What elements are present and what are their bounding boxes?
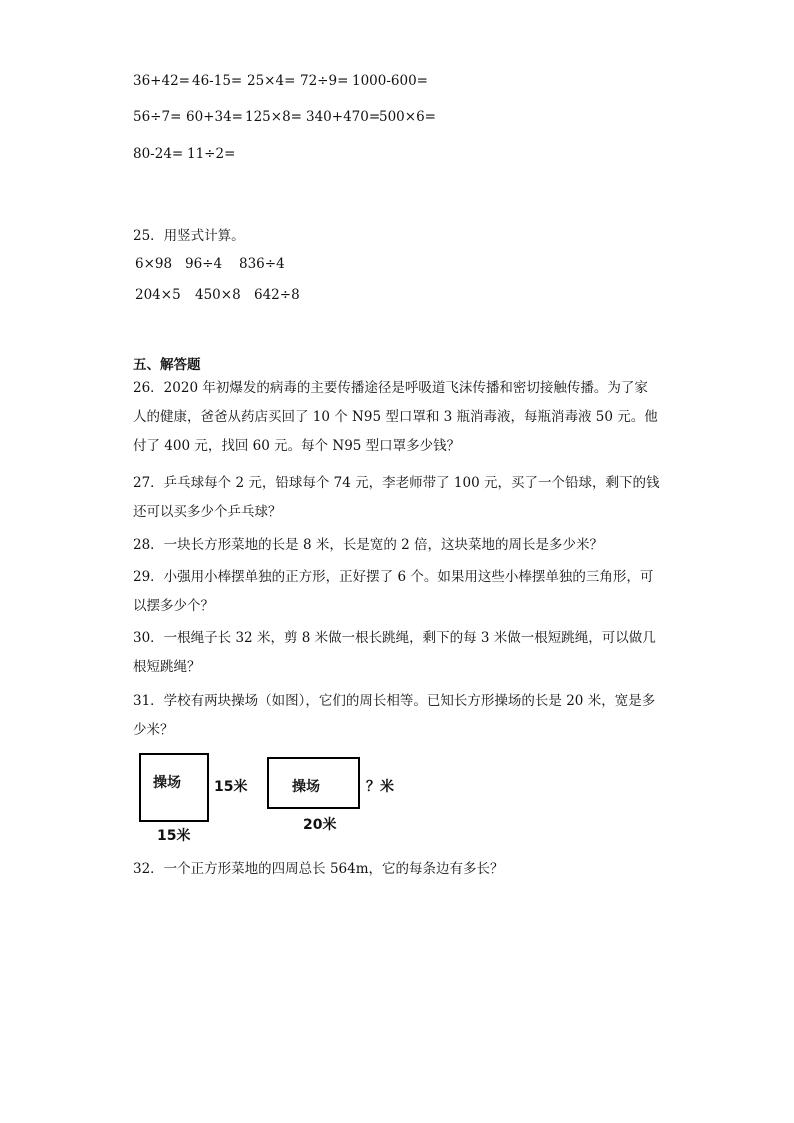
- vertical-calc-item: 450×8: [195, 287, 241, 303]
- question-27: [133, 469, 659, 527]
- question-line: 26．2020 年初爆发的病毒的主要传播途径是呼吸道飞沫传播和密切接触传播。为了家: [133, 380, 648, 396]
- vertical-calc-item: 642÷8: [254, 287, 300, 303]
- q25-title: 25．用竖式计算。: [133, 228, 245, 244]
- rectangle-side-bottom-label: 20米: [303, 817, 337, 833]
- question-line: 28．一块长方形菜地的长是 8 米，长是宽的 2 倍，这块菜地的周长是多少米？: [133, 537, 604, 553]
- vertical-calc-item: 96÷4: [185, 256, 223, 272]
- question-line: 人的健康，爸爸从药店买回了 10 个 N95 型口罩和 3 瓶消毒液，每瓶消毒液 50 元。他: [133, 409, 658, 425]
- oral-calc-item: 1000-600=: [352, 73, 428, 89]
- question-line: 32．一个正方形菜地的四周总长 564m，它的每条边有多长？: [133, 861, 504, 877]
- question-line: 29．小强用小棒摆单独的正方形，正好摆了 6 个。如果用这些小棒摆单独的三角形，可: [133, 569, 654, 585]
- oral-calc-item: 60+34=: [186, 109, 243, 125]
- question-28: [133, 531, 603, 560]
- question-32: [133, 855, 504, 884]
- oral-calc-item: 340+470=: [306, 109, 381, 125]
- vertical-calc-item: 836÷4: [239, 256, 285, 272]
- question-29: [133, 563, 653, 621]
- oral-calc-item: 36+42=: [133, 73, 190, 89]
- oral-calc-item: 11÷2=: [187, 146, 236, 162]
- question-line: 以摆多少个？: [133, 598, 214, 614]
- oral-calc-item: 80-24=: [133, 146, 184, 162]
- question-26: [133, 374, 658, 461]
- vertical-calc-item: 204×5: [135, 287, 181, 303]
- vertical-calc-item: 6×98: [135, 256, 173, 272]
- rectangle-side-right-label: ？米: [366, 779, 394, 795]
- oral-calc-item: 56÷7=: [133, 109, 182, 125]
- oral-calc-item: 72÷9=: [300, 73, 349, 89]
- question-line: 30．一根绳子长 32 米，剪 8 米做一根长跳绳，剩下的每 3 米做一根短跳绳，可以做几: [133, 630, 656, 646]
- question-line: 31．学校有两块操场（如图），它们的周长相等。已知长方形操场的长是 20 米，宽是多: [133, 693, 656, 709]
- question-line: 付了 400 元，找回 60 元。每个 N95 型口罩多少钱？: [133, 438, 461, 454]
- question-line: 根短跳绳？: [133, 659, 201, 675]
- question-line: 少米？: [133, 722, 174, 738]
- oral-calc-item: 25×4=: [247, 73, 296, 89]
- oral-calc-item: 46-15=: [192, 73, 243, 89]
- question-line: 27．乒乓球每个 2 元，铅球每个 74 元，李老师带了 100 元，买了一个铅球，剩下的钱: [133, 475, 660, 491]
- oral-calc-item: 500×6=: [379, 109, 436, 125]
- question-30: [133, 624, 656, 682]
- question-31: [133, 687, 655, 745]
- square-side-right-label: 15米: [214, 779, 248, 795]
- rectangle-field-label: 操场: [292, 779, 320, 795]
- square-field-label: 操场: [153, 775, 181, 791]
- oral-calc-item: 125×8=: [245, 109, 302, 125]
- question-line: 还可以买多少个乒乓球？: [133, 504, 282, 520]
- square-side-bottom-label: 15米: [157, 828, 191, 844]
- section-heading: 五、解答题: [133, 357, 201, 373]
